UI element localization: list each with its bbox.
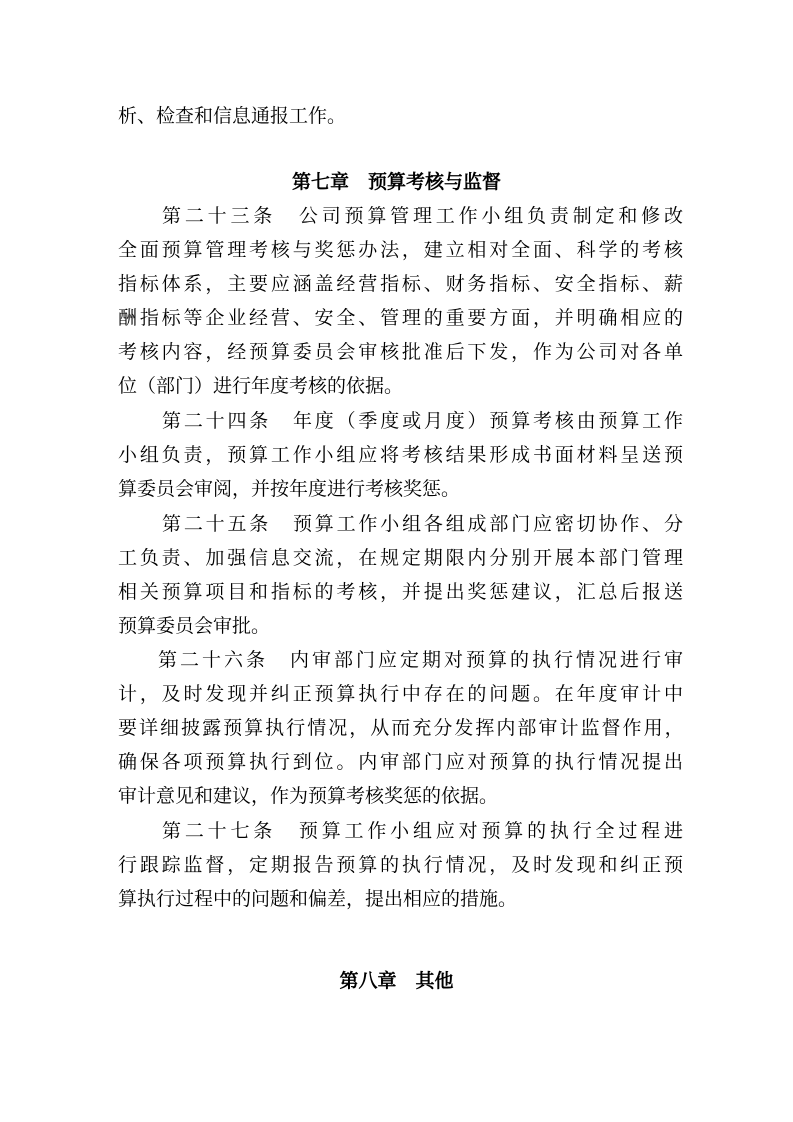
article-27-line: 行跟踪监督，定期报告预算的执行情况，及时发现和纠正预	[118, 854, 683, 876]
article-26-line: 要详细披露预算执行情况，从而充分发挥内部审计监督作用，	[118, 717, 683, 739]
chapter-7-heading: 第七章 预算考核与监督	[291, 171, 501, 193]
article-24-line: 小组负责，预算工作小组应将考核结果形成书面材料呈送预	[118, 444, 683, 466]
article-26-line: 计，及时发现并纠正预算执行中存在的问题。在年度审计中	[118, 683, 683, 705]
article-25-line: 预算委员会审批。	[118, 615, 271, 637]
article-27-line: 算执行过程中的问题和偏差，提出相应的措施。	[118, 888, 518, 910]
article-26-line: 确保各项预算执行到位。内审部门应对预算的执行情况提出	[118, 751, 683, 773]
article-23-line: 考核内容，经预算委员会审核批准后下发，作为公司对各单	[118, 341, 683, 363]
article-23-line: 全面预算管理考核与奖惩办法，建立相对全面、科学的考核	[118, 239, 683, 261]
article-25-line: 第二十五条 预算工作小组各组成部门应密切协作、分	[162, 513, 683, 535]
article-23-line: 位（部门）进行年度考核的依据。	[118, 375, 404, 397]
article-24-line: 第二十四条 年度（季度或月度）预算考核由预算工作	[162, 410, 683, 432]
article-23-line: 指标体系，主要应涵盖经营指标、财务指标、安全指标、薪	[118, 273, 683, 295]
chapter-8-heading: 第八章 其他	[339, 970, 454, 992]
article-24-line: 算委员会审阅，并按年度进行考核奖惩。	[118, 478, 461, 500]
article-23-line: 酬指标等企业经营、安全、管理的重要方面，并明确相应的	[118, 307, 683, 329]
continued-paragraph-line: 析、检查和信息通报工作。	[118, 105, 347, 127]
article-26-line: 第二十六条 内审部门应定期对预算的执行情况进行审	[158, 649, 683, 671]
article-26-line: 审计意见和建议，作为预算考核奖惩的依据。	[118, 785, 499, 807]
article-27-line: 第二十七条 预算工作小组应对预算的执行全过程进	[162, 820, 683, 842]
article-25-line: 工负责、加强信息交流，在规定期限内分别开展本部门管理	[118, 547, 683, 569]
article-23-line: 第二十三条 公司预算管理工作小组负责制定和修改	[162, 205, 683, 227]
article-25-line: 相关预算项目和指标的考核，并提出奖惩建议，汇总后报送	[118, 581, 683, 603]
